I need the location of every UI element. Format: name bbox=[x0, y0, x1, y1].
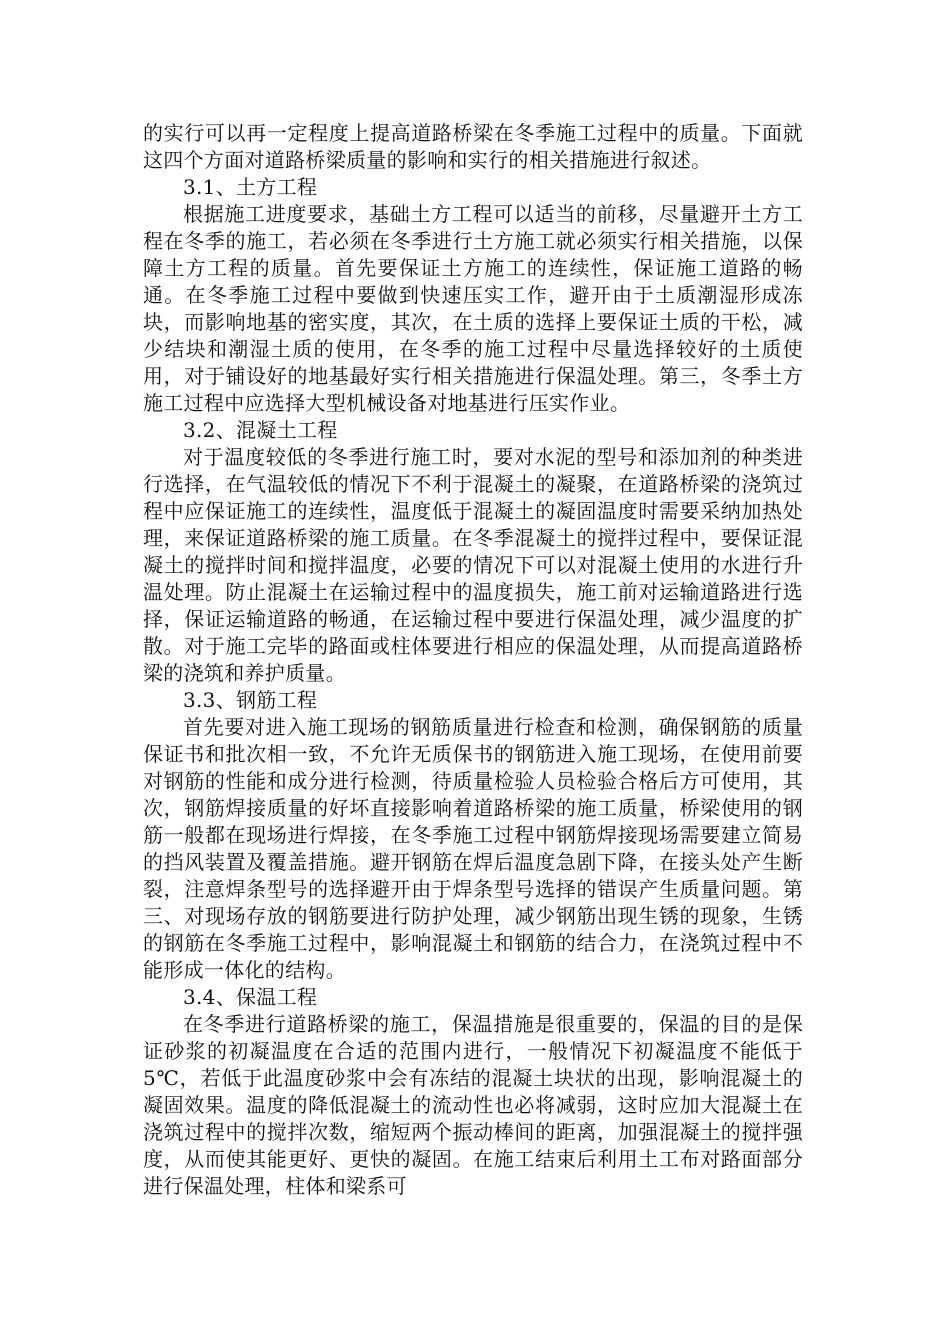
section-heading: 3.4、保温工程 bbox=[183, 985, 318, 1009]
section-insulation bbox=[143, 984, 803, 1200]
section-concrete bbox=[143, 417, 803, 687]
section-body: 对于温度较低的冬季进行施工时，要对水泥的型号和添加剂的种类进行选择，在气温较低的情况下不利于混凝土的凝聚，在道路桥梁的浇筑过程中应保证施工的连续性，温度低于混凝土的凝固温度时需要采纳加热处理，来保证道路桥梁的施工质量。在冬季混凝土的搅拌过程中，要保证混凝土的搅拌时间和搅拌温度，必要的情况下可以对混凝土使用的水进行升温处理。防止混凝土在运输过程中的温度损失，施工前对运输道路进行选择，保证运输道路的畅通，在运输过程中要进行保温处理，减少温度的扩散。对于施工完毕的路面或柱体要进行相应的保温处理，从而提高道路桥梁的浇筑和养护质量。 bbox=[143, 445, 803, 685]
section-heading: 3.3、钢筋工程 bbox=[183, 688, 318, 712]
section-body: 根据施工进度要求，基础土方工程可以适当的前移，尽量避开土方工程在冬季的施工，若必须在冬季进行土方施工就必须实行相关措施，以保障土方工程的质量。首先要保证土方施工的连续性，保证施工道路的畅通。在冬季施工过程中要做到快速压实工作，避开由于土质潮湿形成冻块，而影响地基的密实度，其次，在土质的选择上要保证土质的干松，减少结块和潮湿土质的使用，在冬季的施工过程中尽量选择较好的土质使用，对于铺设好的地基最好实行相关措施进行保温处理。第三，冬季土方施工过程中应选择大型机械设备对地基进行压实作业。 bbox=[143, 202, 803, 415]
section-body: 首先要对进入施工现场的钢筋质量进行检查和检测，确保钢筋的质量保证书和批次相一致，不允许无质保书的钢筋进入施工现场，在使用前要对钢筋的性能和成分进行检测，待质量检验人员检验合格后方可使用，其次，钢筋焊接质量的好坏直接影响着道路桥梁的施工质量，桥梁使用的钢筋一般都在现场进行焊接，在冬季施工过程中钢筋焊接现场需要建立简易的挡风装置及覆盖措施。避开钢筋在焊后温度急剧下降，在接头处产生断裂，注意焊条型号的选择避开由于焊条型号选择的错误产生质量问题。第三、对现场存放的钢筋要进行防护处理，减少钢筋出现生锈的现象，生锈的钢筋在冬季施工过程中，影响混凝土和钢筋的结合力，在浇筑过程中不能形成一体化的结构。 bbox=[143, 715, 803, 982]
section-heading: 3.2、混凝土工程 bbox=[183, 418, 338, 442]
section-heading: 3.1、土方工程 bbox=[183, 175, 318, 199]
document-page bbox=[143, 120, 803, 1200]
section-earthwork bbox=[143, 174, 803, 417]
intro-paragraph: 的实行可以再一定程度上提高道路桥梁在冬季施工过程中的质量。下面就这四个方面对道路桥梁质量的影响和实行的相关措施进行叙述。 bbox=[143, 121, 803, 172]
section-rebar bbox=[143, 687, 803, 984]
section-body: 在冬季进行道路桥梁的施工，保温措施是很重要的，保温的目的是保证砂浆的初凝温度在合适的范围内进行，一般情况下初凝温度不能低于5℃，若低于此温度砂浆中会有冻结的混凝土块状的出现，影响混凝土的凝固效果。温度的降低混凝土的流动性也必将减弱，这时应加大混凝土在浇筑过程中的搅拌次数，缩短两个振动棒间的距离，加强混凝土的搅拌强度，从而使其能更好、更快的凝固。在施工结束后利用土工布对路面部分进行保温处理，柱体和梁系可 bbox=[143, 1012, 803, 1198]
